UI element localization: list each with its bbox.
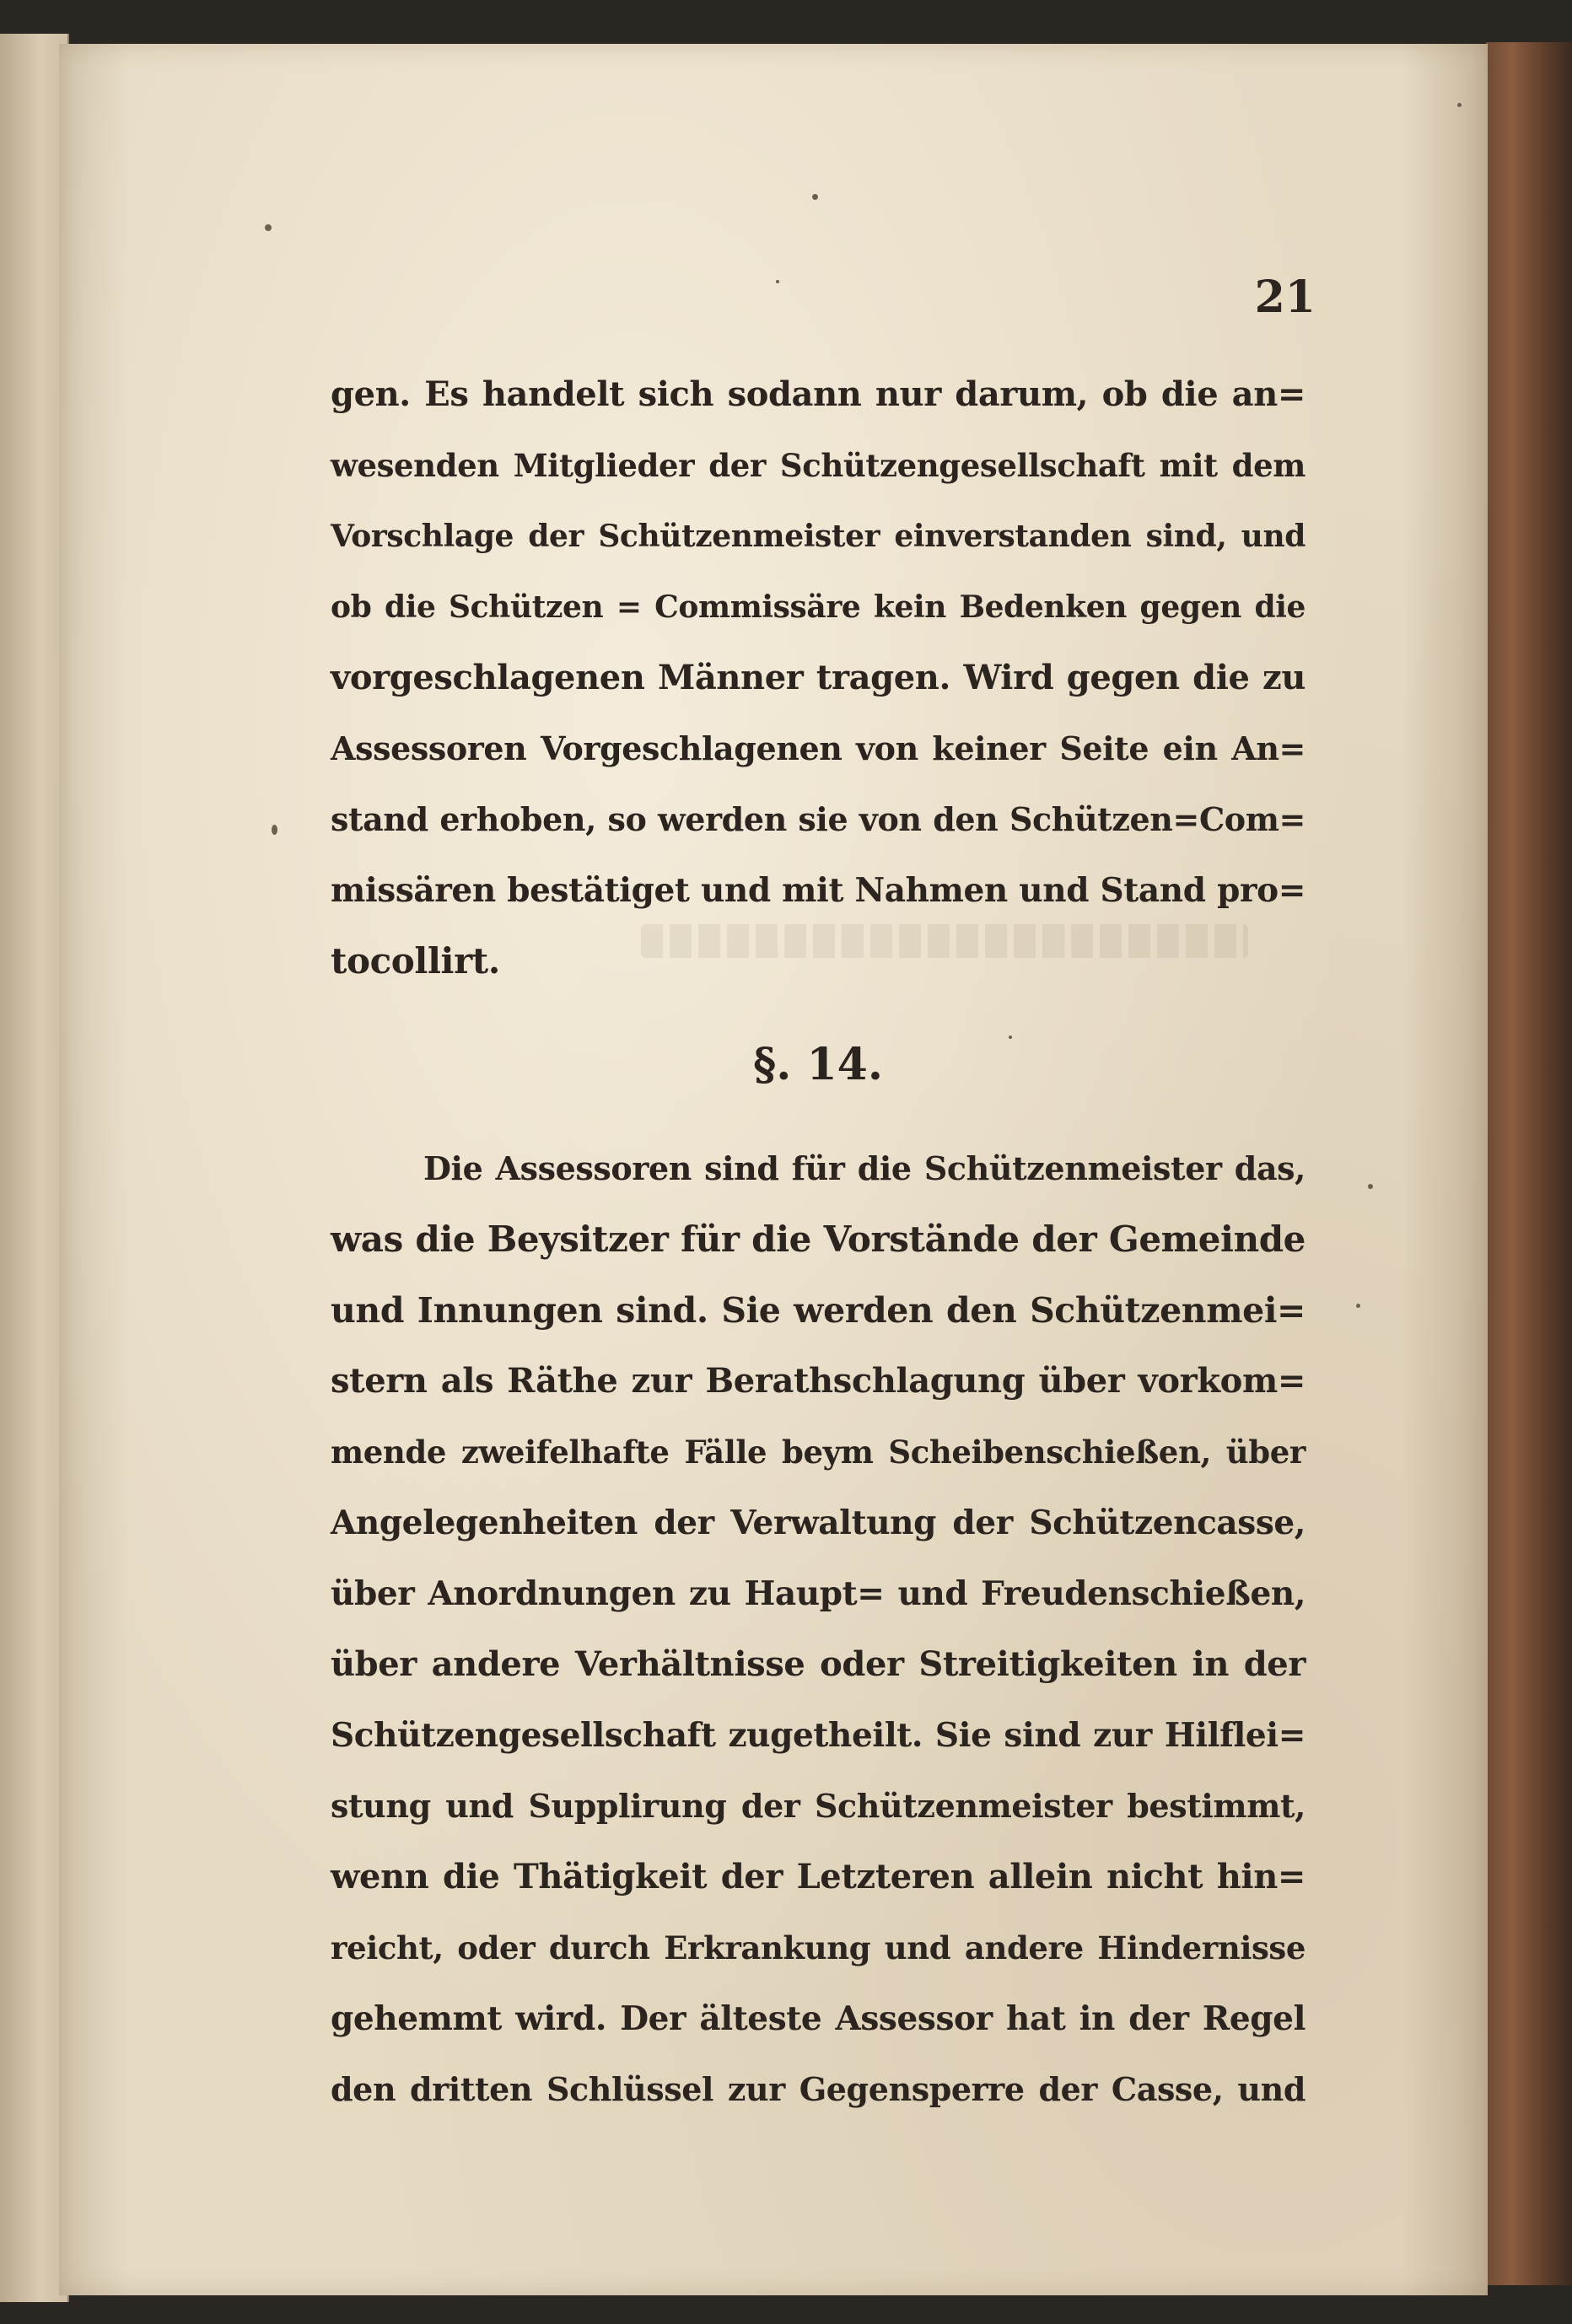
text-line: vorgeschlagenen Männer tragen. Wird gegen die zu	[331, 658, 1306, 697]
text-line: gehemmt wird. Der älteste Assessor hat in der Regel	[331, 1999, 1306, 2038]
paper-speck	[1457, 103, 1462, 107]
paper-speck	[776, 280, 779, 283]
text-line: Die Assessoren sind für die Schützenmeister das,	[423, 1149, 1306, 1187]
text-line: den dritten Schlüssel zur Gegensperre der Casse, und	[331, 2070, 1306, 2108]
text-line: mende zweifelhafte Fälle beym Scheibenschießen, über	[331, 1434, 1306, 1471]
text-line: Vorschlage der Schützenmeister einverstanden sind, und	[331, 519, 1306, 554]
paragraph-section-14	[331, 1133, 1306, 2125]
section-heading: §. 14.	[753, 1039, 883, 1090]
paragraph-continued	[331, 359, 1306, 997]
text-line: stand erhoben, so werden sie von den Schützen=Com=	[331, 800, 1306, 838]
text-line: stern als Räthe zur Berathschlagung über vorkom=	[331, 1361, 1306, 1401]
text-line: und Innungen sind. Sie werden den Schützenmei=	[331, 1290, 1306, 1331]
text-line: über Anordnungen zu Haupt= und Freudenschießen,	[331, 1574, 1306, 1613]
text-line: wenn die Thätigkeit der Letzteren allein nicht hin=	[331, 1857, 1306, 1896]
book-cover-edge	[1486, 42, 1572, 2285]
text-line: gen. Es handelt sich sodann nur darum, ob die an=	[331, 374, 1306, 414]
paper-speck	[812, 194, 818, 200]
text-line: Assessoren Vorgeschlagenen von keiner Seite ein An=	[331, 729, 1306, 767]
text-line: über andere Verhältnisse oder Streitigkeiten in der	[331, 1644, 1306, 1684]
text-line: tocollirt.	[331, 940, 501, 982]
paper-speck	[265, 224, 272, 231]
paper-speck	[1368, 1184, 1373, 1189]
page-number: 21	[1254, 272, 1316, 323]
text-line: missären bestätiget und mit Nahmen und Stand pro=	[331, 871, 1306, 910]
text-line: reicht, oder durch Erkrankung und andere Hindernisse	[331, 1929, 1306, 1966]
text-line: ob die Schützen = Commissäre kein Bedenken gegen die	[331, 589, 1306, 625]
text-line: was die Beysitzer für die Vorstände der Gemeinde	[331, 1218, 1306, 1260]
paper-speck	[272, 825, 277, 835]
text-line: Angelegenheiten der Verwaltung der Schützencasse,	[331, 1504, 1306, 1542]
paper-speck	[1356, 1304, 1360, 1308]
text-line: Schützengesellschaft zugetheilt. Sie sind zur Hilflei=	[331, 1716, 1306, 1755]
text-line: stung und Supplirung der Schützenmeister bestimmt,	[331, 1787, 1306, 1825]
text-line: wesenden Mitglieder der Schützengesellschaft mit dem	[331, 447, 1306, 484]
